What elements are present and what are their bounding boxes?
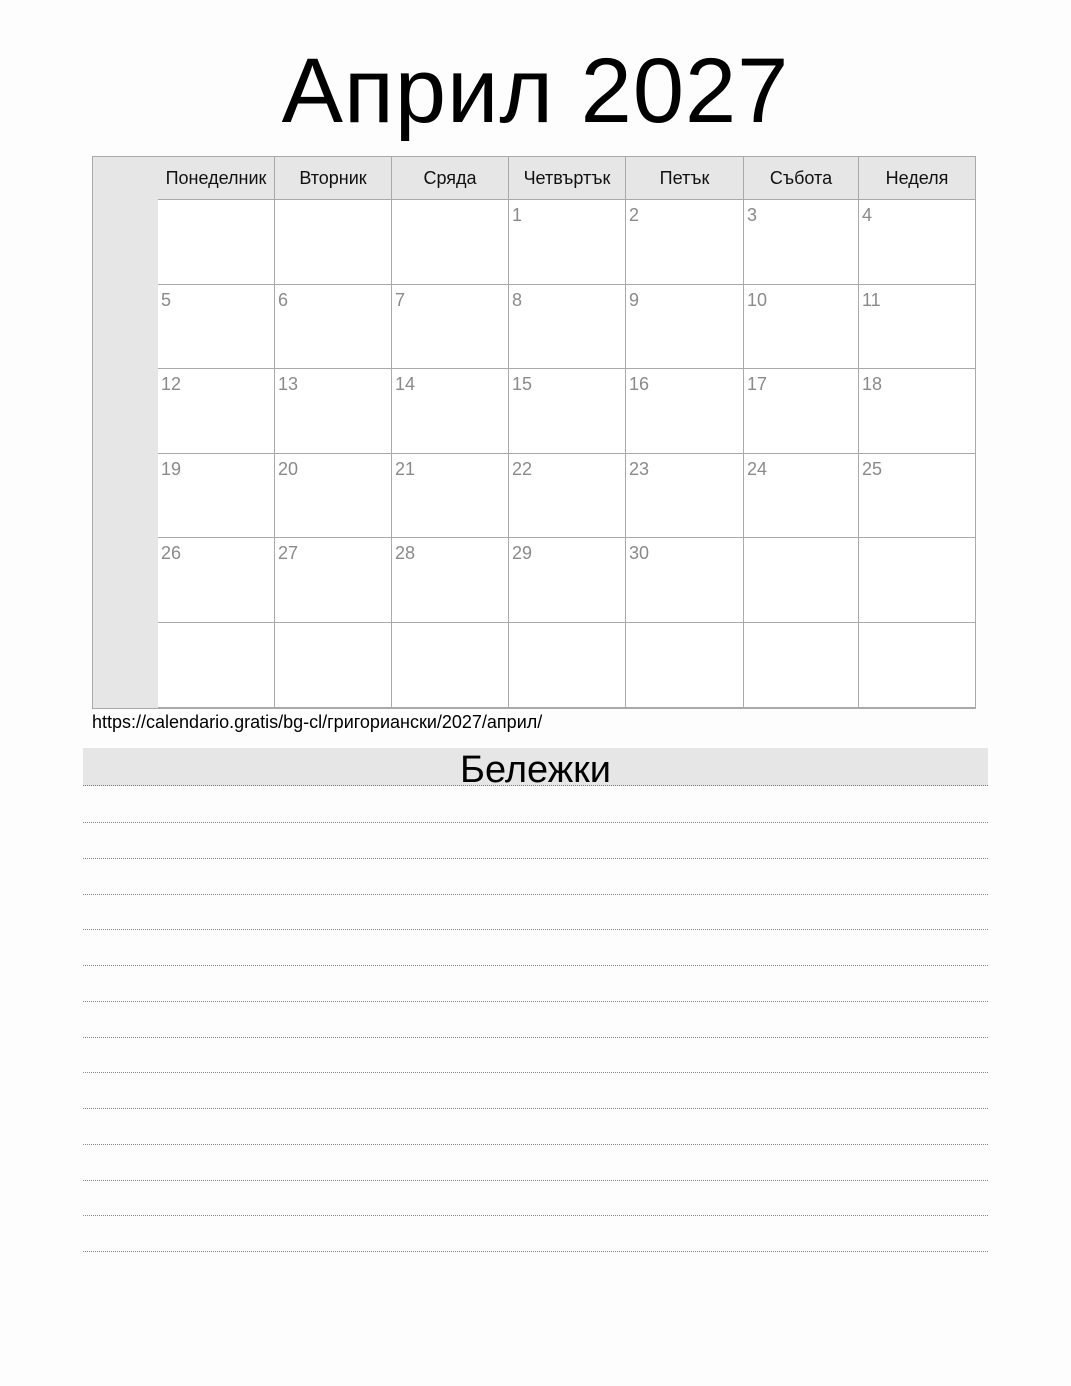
calendar-grid (92, 156, 976, 709)
day-cell (626, 200, 744, 285)
day-number: 25 (862, 458, 883, 479)
day-cell (626, 285, 744, 370)
note-line (83, 1072, 988, 1073)
day-cell (275, 623, 392, 708)
note-line (83, 1108, 988, 1109)
note-line (83, 894, 988, 895)
day-cell (158, 200, 275, 285)
day-cell (744, 200, 859, 285)
day-cell (744, 623, 859, 708)
day-cell (626, 623, 744, 708)
note-line (83, 822, 988, 823)
day-cell (509, 623, 626, 708)
day-cell (509, 369, 626, 454)
day-number: 27 (278, 543, 299, 564)
day-number: 21 (395, 458, 416, 479)
day-number: 12 (161, 374, 182, 395)
day-cell (275, 369, 392, 454)
day-cell (859, 623, 976, 708)
day-cell (744, 285, 859, 370)
day-cell (158, 454, 275, 539)
note-line (83, 1144, 988, 1145)
day-number: 4 (862, 205, 873, 225)
day-cell (509, 538, 626, 623)
day-number: 14 (395, 374, 416, 395)
day-number: 1 (512, 205, 523, 225)
day-number: 17 (747, 374, 768, 395)
day-cell (158, 369, 275, 454)
day-cell (392, 454, 509, 539)
day-number: 5 (161, 289, 172, 310)
day-cell (626, 454, 744, 539)
day-number: 18 (862, 374, 883, 395)
day-cell (626, 369, 744, 454)
note-line (83, 1251, 988, 1252)
week-number-column (93, 157, 159, 708)
day-number: 8 (512, 289, 523, 310)
day-cell (392, 538, 509, 623)
day-number: 28 (395, 543, 416, 564)
day-number: 22 (512, 458, 533, 479)
day-cell (859, 538, 976, 623)
day-cell (275, 285, 392, 370)
day-number: 7 (395, 289, 406, 310)
weekday-header: Вторник (275, 157, 392, 200)
day-number: 2 (629, 205, 640, 225)
day-cell (626, 538, 744, 623)
note-line (83, 1180, 988, 1181)
day-cell (744, 369, 859, 454)
weekday-header: Неделя (859, 157, 976, 200)
day-cell (859, 285, 976, 370)
day-cell (392, 285, 509, 370)
day-cell (158, 538, 275, 623)
day-cell (859, 369, 976, 454)
day-number: 24 (747, 458, 768, 479)
day-cell (158, 285, 275, 370)
day-number: 15 (512, 374, 533, 395)
day-cell (275, 200, 392, 285)
day-cell (509, 200, 626, 285)
note-line (83, 1037, 988, 1038)
day-cell (509, 285, 626, 370)
day-cell (744, 454, 859, 539)
note-line (83, 858, 988, 859)
page-title: Април 2027 (281, 40, 790, 142)
note-line (83, 1215, 988, 1216)
day-number: 29 (512, 543, 533, 564)
weekday-header: Четвъртък (509, 157, 626, 200)
day-cell (158, 623, 275, 708)
day-number: 6 (278, 289, 289, 310)
day-number: 9 (629, 289, 640, 310)
weekday-header: Събота (744, 157, 859, 200)
day-cell (392, 200, 509, 285)
day-cell (275, 454, 392, 539)
day-number: 19 (161, 458, 182, 479)
day-number: 3 (747, 205, 758, 225)
day-cell (859, 200, 976, 285)
weekday-header: Сряда (392, 157, 509, 200)
day-cell (275, 538, 392, 623)
day-number: 20 (278, 458, 299, 479)
day-cell (392, 369, 509, 454)
day-cell (392, 623, 509, 708)
weekday-header: Петък (626, 157, 744, 200)
day-number: 11 (862, 289, 881, 310)
day-cell (859, 454, 976, 539)
day-number: 13 (278, 374, 299, 395)
note-line (83, 1001, 988, 1002)
source-url: https://calendario.gratis/bg-cl/григориански/2027/април/ (92, 712, 543, 732)
notes-heading: Бележки (83, 748, 988, 786)
day-cell (744, 538, 859, 623)
note-line (83, 965, 988, 966)
day-number: 26 (161, 543, 182, 564)
day-number: 30 (629, 543, 650, 564)
day-number: 16 (629, 374, 650, 395)
weekday-header: Понеделник (158, 157, 275, 200)
note-line (83, 929, 988, 930)
day-number: 10 (747, 289, 768, 310)
day-cell (509, 454, 626, 539)
day-number: 23 (629, 458, 650, 479)
